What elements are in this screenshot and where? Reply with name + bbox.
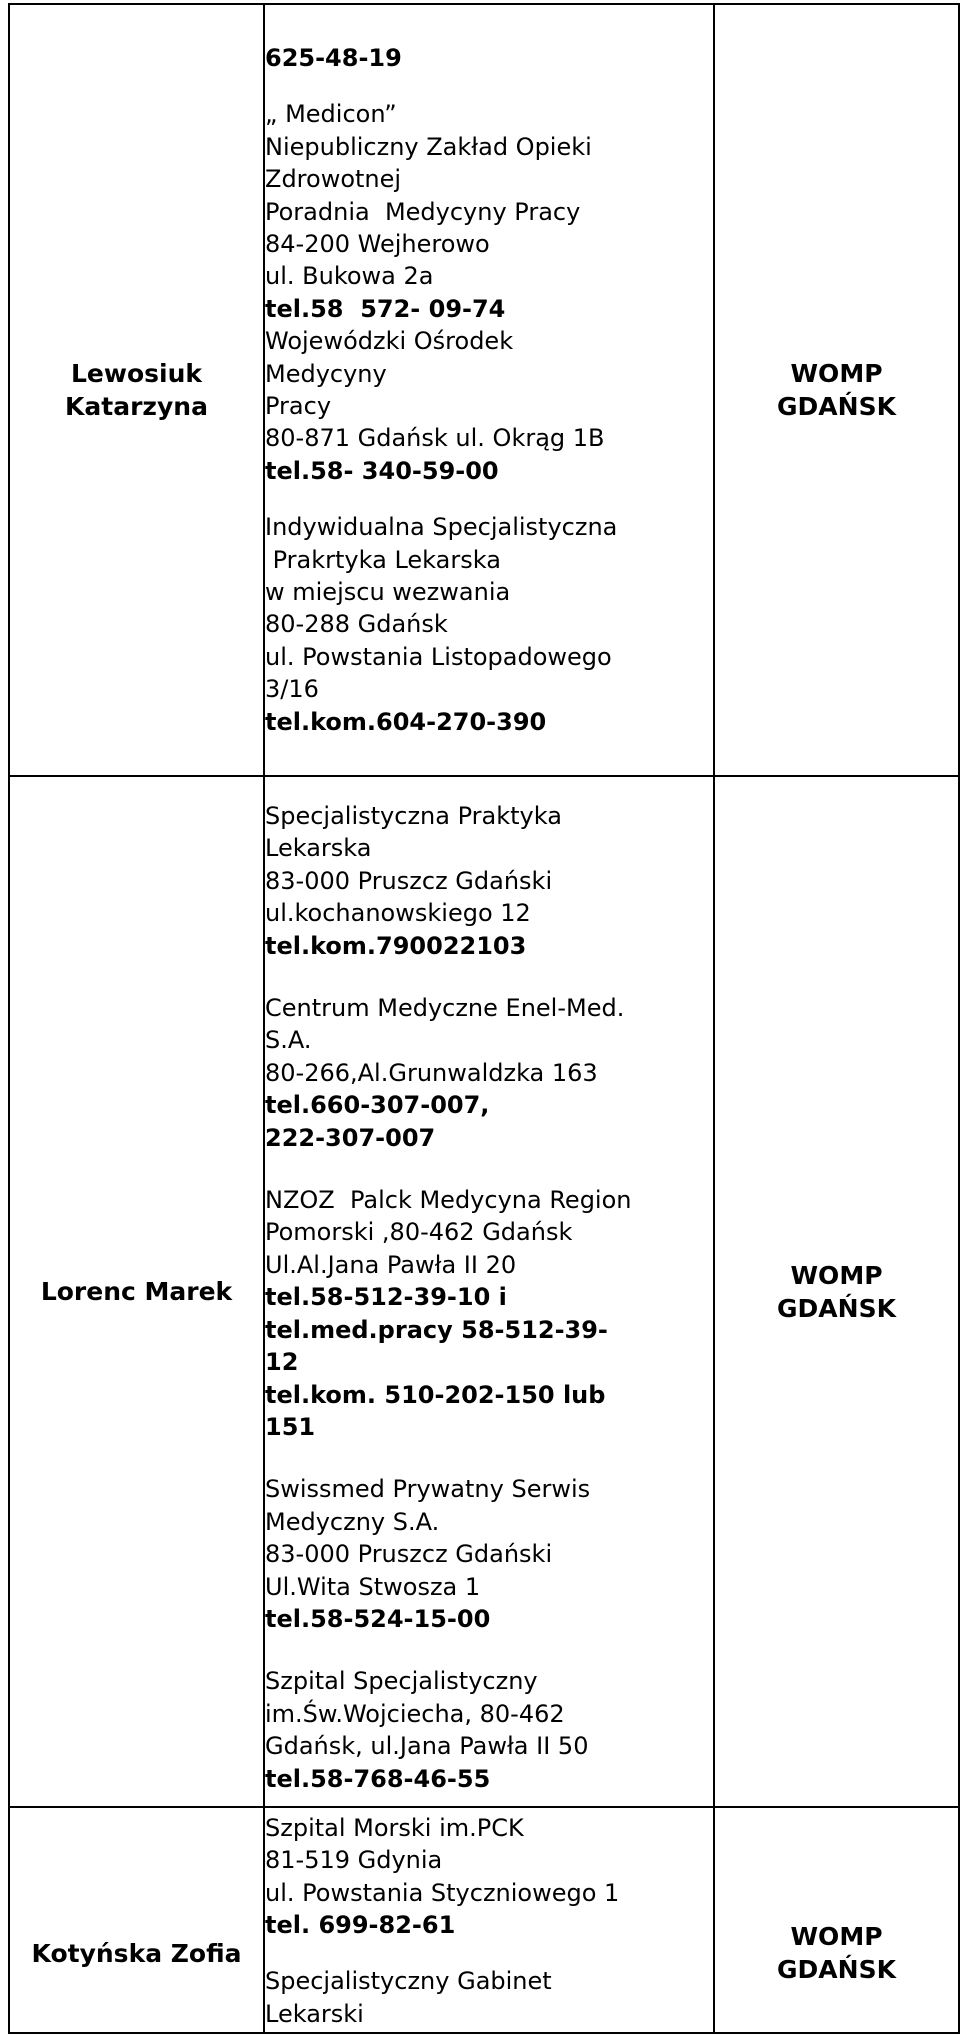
- phone-number: tel.660-307-007,: [265, 1091, 490, 1120]
- facility-line: 80-288 Gdańsk: [265, 610, 448, 639]
- table-row: [9, 776, 959, 1807]
- facility-line: Lekarski: [265, 1999, 364, 2028]
- organization-cell: [714, 1807, 959, 2033]
- doctor-name-cell: [9, 776, 264, 1807]
- facility-line: Poradnia Medycyny Pracy: [265, 197, 581, 226]
- facility-line: 83-000 Pruszcz Gdański: [265, 1540, 553, 1569]
- facility-line: Specjalistyczna Praktyka: [265, 802, 562, 831]
- facility-line: 3/16: [265, 675, 319, 704]
- facility-line: 80-266,Al.Grunwaldzka 163: [265, 1058, 598, 1087]
- facility-line: Ul.Al.Jana Pawła II 20: [265, 1250, 517, 1279]
- organization-name: WOMP: [790, 1922, 883, 1951]
- doctor-name-cell: [9, 4, 264, 776]
- facility-line: Szpital Specjalistyczny: [265, 1667, 538, 1696]
- organization-name: WOMP: [790, 1260, 883, 1290]
- phone-number: tel.58- 340-59-00: [265, 456, 499, 485]
- facility-line: Pomorski ,80-462 Gdańsk: [265, 1218, 573, 1247]
- facility-line: Pracy: [265, 392, 332, 420]
- facility-line: ul. Powstania Listopadowego: [265, 642, 612, 671]
- facility-line: NZOZ Palck Medycyna Region: [265, 1186, 632, 1215]
- organization-cell: [714, 4, 959, 776]
- facility-line: w miejscu wezwania: [265, 578, 511, 607]
- facility-details-cell: [264, 4, 714, 776]
- facility-line: Centrum Medyczne Enel-Med.: [265, 994, 625, 1023]
- phone-number: 625-48-19: [265, 43, 402, 72]
- doctor-name-cell: [9, 1807, 264, 2033]
- facility-line: Gdańsk, ul.Jana Pawła II 50: [265, 1732, 589, 1761]
- facility-line: S.A.: [265, 1026, 312, 1055]
- phone-number: tel.med.pracy 58-512-39-: [265, 1315, 608, 1344]
- facility-line: Specjalistyczny Gabinet: [265, 1967, 552, 1996]
- phone-number: tel.kom.604-270-390: [265, 707, 547, 736]
- phone-number: tel.58 572- 09-74: [265, 294, 506, 323]
- phone-number: 151: [265, 1412, 316, 1441]
- organization-name: WOMP: [790, 359, 883, 388]
- facility-line: Zdrowotnej: [265, 165, 402, 194]
- phone-number: tel.58-768-46-55: [265, 1764, 491, 1793]
- facility-line: ul. Powstania Styczniowego 1: [265, 1878, 620, 1907]
- facility-line: Swissmed Prywatny Serwis: [265, 1475, 591, 1504]
- table-row: [9, 4, 959, 776]
- facility-line: 83-000 Pruszcz Gdański: [265, 866, 553, 895]
- facility-details-cell: [264, 776, 714, 1807]
- phone-number: tel.kom.790022103: [265, 931, 527, 960]
- phone-number: tel.58-512-39-10 i: [265, 1283, 507, 1312]
- organization-city: GDAŃSK: [777, 1955, 896, 1984]
- facility-line: Niepubliczny Zakład Opieki: [265, 132, 592, 161]
- facility-line: 81-519 Gdynia: [265, 1846, 443, 1875]
- phone-number: tel.kom. 510-202-150 lub: [265, 1380, 606, 1409]
- facility-line: „ Medicon”: [265, 100, 397, 129]
- facility-line: Ul.Wita Stwosza 1: [265, 1572, 481, 1601]
- facility-details-cell: [264, 1807, 714, 2033]
- facility-line: Wojewódzki Ośrodek: [265, 327, 514, 356]
- facility-line: Indywidualna Specjalistyczna: [265, 513, 618, 542]
- doctor-name: Katarzyna: [65, 392, 208, 421]
- phone-number: tel.58-524-15-00: [265, 1604, 491, 1633]
- organization-city: GDAŃSK: [777, 392, 896, 421]
- facility-line: Medyczny S.A.: [265, 1507, 440, 1536]
- facility-line: Szpital Morski im.PCK: [265, 1813, 524, 1842]
- facility-line: Medycyny: [265, 359, 387, 388]
- facility-line: ul.kochanowskiego 12: [265, 899, 531, 928]
- doctor-name: Kotyńska Zofia: [31, 1939, 242, 1968]
- phone-number: 222-307-007: [265, 1123, 436, 1152]
- organization-city: GDAŃSK: [777, 1293, 896, 1323]
- facility-line: 84-200 Wejherowo: [265, 229, 490, 258]
- table-row: [9, 1807, 959, 2033]
- doctor-name: Lorenc Marek: [40, 1277, 233, 1306]
- facility-line: Prakrtyka Lekarska: [265, 545, 501, 574]
- facility-line: Lekarska: [265, 834, 372, 863]
- doctors-table: [8, 3, 960, 2034]
- facility-line: im.Św.Wojciecha, 80-462: [265, 1699, 565, 1728]
- facility-line: 80-871 Gdańsk ul. Okrąg 1B: [265, 424, 605, 453]
- facility-line: ul. Bukowa 2a: [265, 262, 434, 291]
- organization-cell: [714, 776, 959, 1807]
- phone-number: tel. 699-82-61: [265, 1911, 456, 1939]
- phone-number: 12: [265, 1348, 299, 1377]
- doctor-name: Lewosiuk: [70, 359, 203, 388]
